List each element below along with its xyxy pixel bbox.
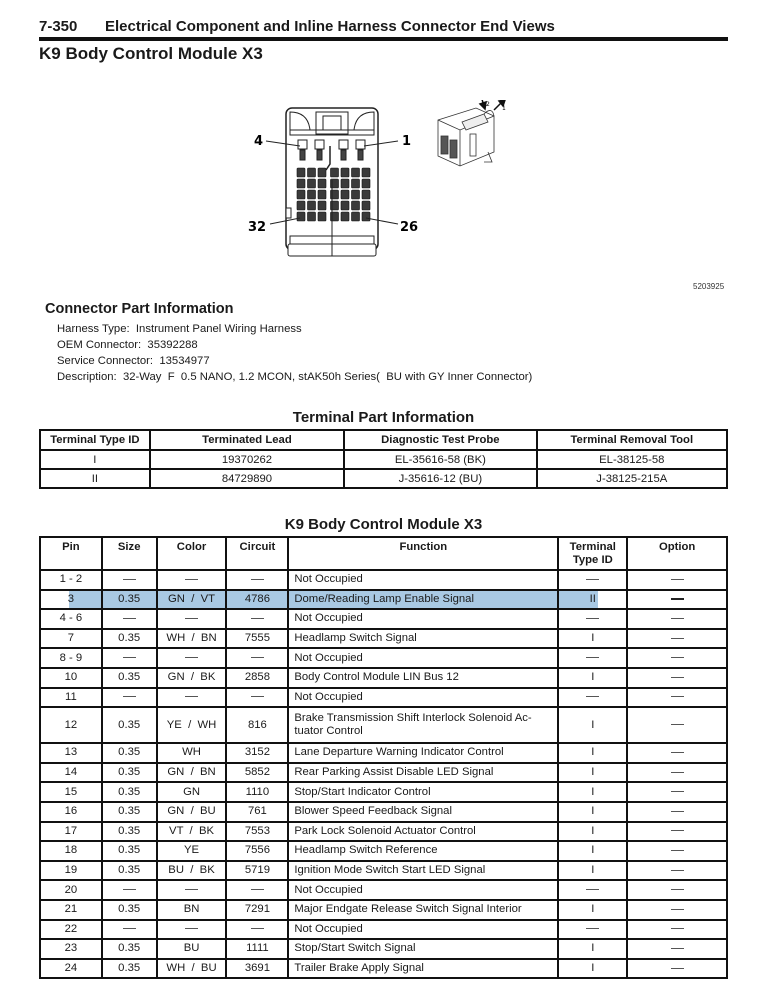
document-title: K9 Body Control Module X3	[39, 44, 263, 63]
cell-diagnostic-test-probe: J-35616-12 (BU)	[344, 469, 536, 488]
dash-icon	[671, 772, 684, 773]
description-label: Description:	[57, 371, 117, 383]
col-terminal-type-id: Terminal Type ID	[40, 430, 150, 450]
dash-icon	[671, 638, 684, 639]
cell-function: Body Control Module LIN Bus 12	[288, 668, 558, 688]
cell-pin: 13	[40, 743, 102, 763]
oem-connector-label: OEM Connector:	[57, 339, 142, 351]
cell-function: Ignition Mode Switch Start LED Signal	[288, 861, 558, 881]
cell-pin: 22	[40, 920, 102, 940]
cell-pin: 8 - 9	[40, 648, 102, 668]
cell-terminal-type-id	[558, 920, 627, 940]
cell-color	[157, 688, 227, 708]
cell-terminal-type-id: I	[40, 450, 150, 469]
table-row	[40, 629, 727, 649]
dash-icon	[671, 752, 684, 753]
table-header-row	[40, 537, 727, 570]
cell-option	[627, 668, 727, 688]
terminal-cavity	[341, 212, 349, 221]
arrow-label-1: 1	[502, 105, 506, 112]
cell-function: Not Occupied	[288, 688, 558, 708]
cell-circuit	[226, 688, 288, 708]
dash-icon	[185, 696, 198, 697]
dash-icon	[671, 657, 684, 658]
dash-icon	[123, 928, 136, 929]
terminal-cavity	[318, 201, 326, 210]
dash-icon	[671, 870, 684, 871]
terminal-cavity	[308, 168, 316, 177]
cell-circuit: 7556	[226, 841, 288, 861]
table-row	[40, 900, 727, 920]
connector-part-info-list	[57, 321, 532, 385]
cell-color: BN	[157, 900, 227, 920]
section-title: Electrical Component and Inline Harness Connector End Views	[105, 18, 555, 35]
cell-circuit: 3691	[226, 959, 288, 979]
oem-connector-line	[57, 337, 532, 353]
dash-icon	[185, 928, 198, 929]
cell-pin: 18	[40, 841, 102, 861]
cell-circuit	[226, 648, 288, 668]
cell-size	[102, 880, 157, 900]
cell-size: 0.35	[102, 900, 157, 920]
cell-size: 0.35	[102, 802, 157, 822]
cell-circuit: 7555	[226, 629, 288, 649]
terminal-cavity	[308, 190, 316, 199]
cell-pin: 10	[40, 668, 102, 688]
cell-terminal-type-id	[558, 648, 627, 668]
cell-size: 0.35	[102, 782, 157, 802]
cell-pin: 14	[40, 763, 102, 783]
cell-size: 0.35	[102, 590, 157, 610]
callout-pin-26: 26	[400, 220, 419, 235]
cell-color: WH / BU	[157, 959, 227, 979]
terminal-cavity	[308, 201, 316, 210]
cell-color: GN / VT	[157, 590, 227, 610]
description-value: 32-Way F 0.5 NANO, 1.2 MCON, stAK50h Series( BU with GY Inner Connector)	[122, 371, 533, 383]
cell-option	[627, 609, 727, 629]
cell-function: Headlamp Switch Reference	[288, 841, 558, 861]
cell-terminal-type-id: I	[558, 822, 627, 842]
terminal-cavity	[331, 168, 339, 177]
col-color: Color	[157, 537, 227, 570]
cell-color	[157, 880, 227, 900]
cell-terminal-removal-tool: EL-38125-58	[537, 450, 727, 469]
terminal-cavity	[308, 179, 316, 188]
service-connector-label: Service Connector:	[57, 355, 154, 367]
col-function: Function	[288, 537, 558, 570]
table-row	[40, 648, 727, 668]
dash-icon	[671, 811, 684, 812]
terminal-cavities-grid	[297, 168, 370, 221]
figure-id: 5203925	[693, 282, 725, 291]
cell-pin: 1 - 2	[40, 570, 102, 590]
dash-icon	[251, 579, 264, 580]
table-row	[40, 609, 727, 629]
cell-size	[102, 648, 157, 668]
cell-terminated-lead: 19370262	[150, 450, 344, 469]
col-terminal-removal-tool: Terminal Removal Tool	[537, 430, 727, 450]
cell-option	[627, 570, 727, 590]
dash-icon	[123, 696, 136, 697]
cell-function: Park Lock Solenoid Actuator Control	[288, 822, 558, 842]
cell-circuit: 5719	[226, 861, 288, 881]
table-row	[40, 861, 727, 881]
cell-terminal-type-id: II	[558, 590, 627, 610]
table-row	[40, 802, 727, 822]
cell-size: 0.35	[102, 841, 157, 861]
terminal-cavity	[297, 179, 305, 188]
cell-size: 0.35	[102, 707, 157, 743]
cell-terminated-lead: 84729890	[150, 469, 344, 488]
cell-function: Lane Departure Warning Indicator Control	[288, 743, 558, 763]
cell-option	[627, 743, 727, 763]
cell-circuit	[226, 880, 288, 900]
terminal-cavity	[352, 201, 360, 210]
cell-option	[627, 861, 727, 881]
table-header-row	[40, 430, 727, 450]
cell-option	[627, 763, 727, 783]
table-row	[40, 920, 727, 940]
table-row	[40, 450, 727, 469]
cell-terminal-type-id: I	[558, 668, 627, 688]
cell-function: Stop/Start Switch Signal	[288, 939, 558, 959]
harness-type-line	[57, 321, 532, 337]
cell-pin: 21	[40, 900, 102, 920]
pin-table-body	[40, 570, 727, 978]
cell-circuit: 2858	[226, 668, 288, 688]
terminal-cavity	[318, 212, 326, 221]
cell-color: GN	[157, 782, 227, 802]
dash-icon	[586, 579, 599, 580]
dash-icon	[671, 948, 684, 949]
terminal-cavity	[341, 168, 349, 177]
terminal-cavity	[362, 201, 370, 210]
oem-connector-value: 35392288	[147, 339, 198, 351]
cell-color: BU / BK	[157, 861, 227, 881]
dash-icon	[671, 724, 684, 725]
cell-color: YE	[157, 841, 227, 861]
table-row	[40, 782, 727, 802]
pin-table	[39, 536, 728, 979]
cell-terminal-type-id: I	[558, 939, 627, 959]
dash-icon	[671, 696, 684, 697]
cell-color: GN / BN	[157, 763, 227, 783]
dash-icon	[185, 657, 198, 658]
dash-icon	[586, 928, 599, 929]
table-row	[40, 841, 727, 861]
dash-icon	[671, 830, 684, 831]
cell-circuit	[226, 920, 288, 940]
cell-terminal-type-id: I	[558, 802, 627, 822]
cell-circuit: 816	[226, 707, 288, 743]
cell-color	[157, 570, 227, 590]
connector-part-info-title: Connector Part Information	[45, 301, 234, 317]
terminal-part-info-title: Terminal Part Information	[292, 409, 475, 426]
table-row	[40, 959, 727, 979]
harness-type-value: Instrument Panel Wiring Harness	[135, 323, 302, 335]
cell-pin: 20	[40, 880, 102, 900]
cell-option	[627, 900, 727, 920]
dash-icon	[251, 696, 264, 697]
dash-icon	[123, 657, 136, 658]
cell-option	[627, 880, 727, 900]
arrow-label-2: 2	[486, 101, 490, 108]
cell-option	[627, 802, 727, 822]
col-option: Option	[627, 537, 727, 570]
callout-pin-1: 1	[402, 134, 412, 149]
cell-color: GN / BK	[157, 668, 227, 688]
col-terminated-lead: Terminated Lead	[150, 430, 344, 450]
dash-icon	[251, 928, 264, 929]
cell-pin: 7	[40, 629, 102, 649]
cell-pin: 23	[40, 939, 102, 959]
terminal-cavity	[362, 168, 370, 177]
cell-function: Not Occupied	[288, 880, 558, 900]
cell-pin: 12	[40, 707, 102, 743]
terminal-cavity	[341, 190, 349, 199]
terminal-cavity	[352, 190, 360, 199]
cell-function: Headlamp Switch Signal	[288, 629, 558, 649]
cell-terminal-type-id: I	[558, 959, 627, 979]
cell-option	[627, 648, 727, 668]
pin-table-title: K9 Body Control Module X3	[284, 516, 483, 533]
terminal-cavity	[297, 212, 305, 221]
cell-pin: 11	[40, 688, 102, 708]
cell-circuit: 7291	[226, 900, 288, 920]
cell-function: Not Occupied	[288, 648, 558, 668]
table-row	[40, 668, 727, 688]
cell-circuit: 1110	[226, 782, 288, 802]
table-row	[40, 707, 727, 743]
cell-function: Rear Parking Assist Disable LED Signal	[288, 763, 558, 783]
cell-circuit: 5852	[226, 763, 288, 783]
service-connector-value: 13534977	[159, 355, 210, 367]
cell-terminal-type-id: I	[558, 782, 627, 802]
cell-circuit	[226, 609, 288, 629]
cell-function: Blower Speed Feedback Signal	[288, 802, 558, 822]
cell-terminal-type-id: I	[558, 900, 627, 920]
cell-terminal-type-id: I	[558, 629, 627, 649]
cell-size	[102, 920, 157, 940]
terminal-cavity	[341, 179, 349, 188]
service-connector-line	[57, 353, 532, 369]
dash-icon	[586, 696, 599, 697]
cell-circuit: 761	[226, 802, 288, 822]
terminal-cavity	[341, 201, 349, 210]
table-row	[40, 743, 727, 763]
dash-icon	[671, 928, 684, 929]
cell-terminal-type-id: II	[40, 469, 150, 488]
cell-terminal-type-id	[558, 570, 627, 590]
table-row	[40, 688, 727, 708]
terminal-cavity	[308, 212, 316, 221]
cell-circuit: 7553	[226, 822, 288, 842]
terminal-cavity	[352, 179, 360, 188]
table-row	[40, 822, 727, 842]
cell-terminal-type-id: I	[558, 707, 627, 743]
terminal-cavity	[352, 212, 360, 221]
callout-pin-4: 4	[254, 134, 264, 149]
table-row	[40, 469, 727, 488]
cell-function: Not Occupied	[288, 570, 558, 590]
cell-circuit: 4786	[226, 590, 288, 610]
cell-terminal-type-id	[558, 880, 627, 900]
terminal-cavity	[297, 190, 305, 199]
cell-size: 0.35	[102, 822, 157, 842]
dash-icon	[671, 791, 684, 792]
cell-pin: 4 - 6	[40, 609, 102, 629]
col-pin: Pin	[40, 537, 102, 570]
terminal-cavity	[297, 201, 305, 210]
cell-color	[157, 648, 227, 668]
dash-icon	[251, 889, 264, 890]
connector-isometric-view	[438, 108, 494, 166]
cell-function: Trailer Brake Apply Signal	[288, 959, 558, 979]
terminal-cavity	[318, 179, 326, 188]
harness-type-label: Harness Type:	[57, 323, 130, 335]
table-row	[40, 590, 727, 610]
dash-icon	[671, 968, 684, 969]
cell-function: Not Occupied	[288, 609, 558, 629]
cell-color: WH / BN	[157, 629, 227, 649]
terminal-cavity	[362, 212, 370, 221]
dash-icon	[251, 618, 264, 619]
cell-pin: 24	[40, 959, 102, 979]
terminal-cavity	[297, 168, 305, 177]
cell-color	[157, 920, 227, 940]
cell-size: 0.35	[102, 743, 157, 763]
dash-icon	[123, 618, 136, 619]
cell-terminal-type-id: I	[558, 743, 627, 763]
dash-icon	[185, 889, 198, 890]
dash-icon	[251, 657, 264, 658]
cell-color: WH	[157, 743, 227, 763]
cell-function: Stop/Start Indicator Control	[288, 782, 558, 802]
cell-pin: 17	[40, 822, 102, 842]
table-row	[40, 939, 727, 959]
page-header	[39, 17, 728, 41]
cell-pin: 19	[40, 861, 102, 881]
cell-pin: 3	[40, 590, 102, 610]
dash-icon	[671, 677, 684, 678]
dash-icon	[671, 909, 684, 910]
cell-option	[627, 822, 727, 842]
table-row	[40, 570, 727, 590]
dash-icon	[671, 618, 684, 619]
cell-size: 0.35	[102, 629, 157, 649]
cell-function: Brake Transmission Shift Interlock Solenoid Ac-tuator Control	[288, 707, 558, 743]
cell-option	[627, 939, 727, 959]
cell-terminal-type-id	[558, 609, 627, 629]
cell-circuit: 1111	[226, 939, 288, 959]
col-terminal-type-id	[558, 537, 627, 570]
dash-icon	[123, 889, 136, 890]
cell-size: 0.35	[102, 959, 157, 979]
cell-diagnostic-test-probe: EL-35616-58 (BK)	[344, 450, 536, 469]
cell-terminal-type-id: I	[558, 763, 627, 783]
dash-icon	[671, 579, 684, 580]
cell-option	[627, 841, 727, 861]
cell-option	[627, 920, 727, 940]
cell-terminal-type-id: I	[558, 841, 627, 861]
dash-icon	[123, 579, 136, 580]
cell-size	[102, 609, 157, 629]
page-number: 7-350	[39, 18, 78, 35]
dash-icon	[185, 618, 198, 619]
cell-size	[102, 570, 157, 590]
cell-option	[627, 629, 727, 649]
cell-size: 0.35	[102, 861, 157, 881]
cell-option	[627, 590, 727, 610]
cell-color: YE / WH	[157, 707, 227, 743]
cell-terminal-type-id: I	[558, 861, 627, 881]
col-diagnostic-test-probe: Diagnostic Test Probe	[344, 430, 536, 450]
cell-pin: 15	[40, 782, 102, 802]
terminal-cavity	[318, 190, 326, 199]
cell-option	[627, 782, 727, 802]
table-row	[40, 763, 727, 783]
dash-icon	[586, 618, 599, 619]
cell-size: 0.35	[102, 939, 157, 959]
dash-icon	[671, 889, 684, 890]
col-circuit: Circuit	[226, 537, 288, 570]
dash-icon	[586, 657, 599, 658]
dash-icon	[586, 889, 599, 890]
cell-size	[102, 688, 157, 708]
cell-circuit: 3152	[226, 743, 288, 763]
cell-option	[627, 688, 727, 708]
cell-color: BU	[157, 939, 227, 959]
terminal-cavity	[352, 168, 360, 177]
terminal-cavity	[362, 190, 370, 199]
connector-diagram	[248, 100, 538, 260]
cell-size: 0.35	[102, 763, 157, 783]
cell-pin: 16	[40, 802, 102, 822]
table-row	[40, 880, 727, 900]
dash-icon	[185, 579, 198, 580]
cell-function: Not Occupied	[288, 920, 558, 940]
dash-icon	[671, 598, 684, 600]
description-line	[57, 369, 532, 385]
cell-terminal-removal-tool: J-38125-215A	[537, 469, 727, 488]
cell-color: GN / BU	[157, 802, 227, 822]
dash-icon	[671, 850, 684, 851]
cell-terminal-type-id	[558, 688, 627, 708]
terminal-cavity	[362, 179, 370, 188]
callout-pin-32: 32	[248, 220, 267, 235]
cell-option	[627, 959, 727, 979]
col-size: Size	[102, 537, 157, 570]
cell-color: VT / BK	[157, 822, 227, 842]
terminal-cavity	[318, 168, 326, 177]
cell-color	[157, 609, 227, 629]
connector-end-view	[286, 108, 378, 256]
col-terminal-type-id-label: Terminal Type ID	[569, 541, 616, 566]
terminal-part-info-table	[39, 429, 728, 489]
cell-function: Major Endgate Release Switch Signal Interior	[288, 900, 558, 920]
cell-function: Dome/Reading Lamp Enable Signal	[288, 590, 558, 610]
cell-circuit	[226, 570, 288, 590]
cell-size: 0.35	[102, 668, 157, 688]
cell-option	[627, 707, 727, 743]
